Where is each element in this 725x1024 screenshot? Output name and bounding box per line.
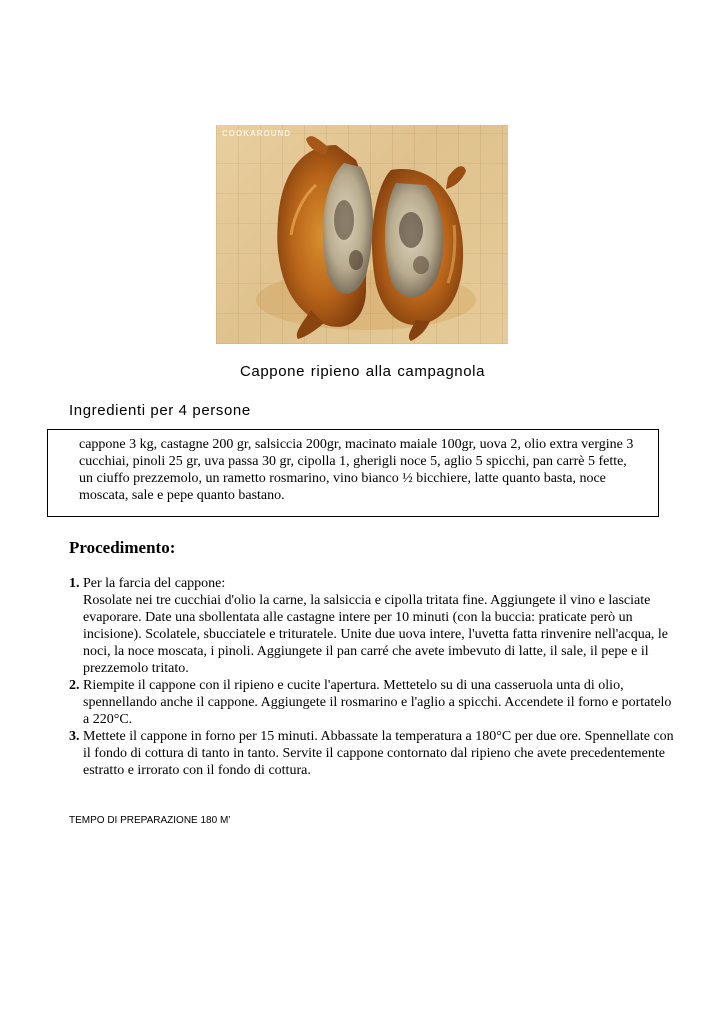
step-lead: Per la farcia del cappone: bbox=[83, 576, 226, 591]
recipe-title: Cappone ripieno alla campagnola bbox=[239, 363, 486, 380]
step-body bbox=[83, 575, 674, 677]
procedure-step bbox=[69, 575, 674, 677]
capon-photo bbox=[216, 125, 508, 344]
procedure-steps bbox=[69, 575, 674, 779]
photo-watermark: COOKAROUND bbox=[222, 129, 292, 138]
ingredients-text: cappone 3 kg, castagne 200 gr, salsiccia 200gr, macinato maiale 100gr, uova 2, olio extra vergine 3 cucchiai, pinoli 25 gr, uva passa 30 gr, cipolla 1, gherigli noce 5, aglio 5 spicchi, pan carrè 5 fette, un ciuffo prezzemolo, un rametto rosmarino, vino bianco ½ bicchiere, latte quanto basta, noce moscata, sale e pepe quanto bastano. bbox=[79, 437, 634, 503]
preparation-time: TEMPO DI PREPARAZIONE 180 M’ bbox=[69, 815, 231, 826]
step-text: Riempite il cappone con il ripieno e cucite l'apertura. Mettetelo su di una casseruola unta di olio, spennellando anche il cappone. Aggiungete il rosmarino e l'aglio a spicchi. Accendete il forno e portatelo a 220°C. bbox=[83, 678, 672, 727]
step-number: 2. bbox=[69, 678, 80, 693]
step-number: 3. bbox=[69, 729, 80, 744]
procedure-heading: Procedimento: bbox=[69, 538, 176, 557]
procedure-step bbox=[69, 728, 674, 779]
stuffed-capon-photo bbox=[216, 125, 508, 344]
step-text: Mettete il cappone in forno per 15 minuti. Abbassate la temperatura a 180°C per due ore. Spennellate con il fondo di cottura di tanto in tanto. Servite il cappone contornato dal ripieno che avete precedentemente estratto e irrorato con il fondo di cottura. bbox=[83, 729, 674, 778]
ingredients-box bbox=[47, 429, 659, 517]
procedure-step bbox=[69, 677, 674, 728]
ingredients-heading: Ingredienti per 4 persone bbox=[69, 402, 251, 419]
step-text: Rosolate nei tre cucchiai d'olio la carne, la salsiccia e cipolla tritata fine. Aggiungete il vino e lasciate evaporare. Date una sbollentata alle castagne intere per 10 minuti (con la buccia: praticate però un incisione). Scolatele, sbucciatele e trituratele. Unite due uova intere, l'uvetta fatta rinvenire nell'acqua, le noci, la noce moscata, i pinoli. Aggiungete il pan carré che avete imbevuto di latte, il sale, il pepe e il prezzemolo tritato. bbox=[83, 593, 669, 676]
step-number: 1. bbox=[69, 576, 80, 591]
